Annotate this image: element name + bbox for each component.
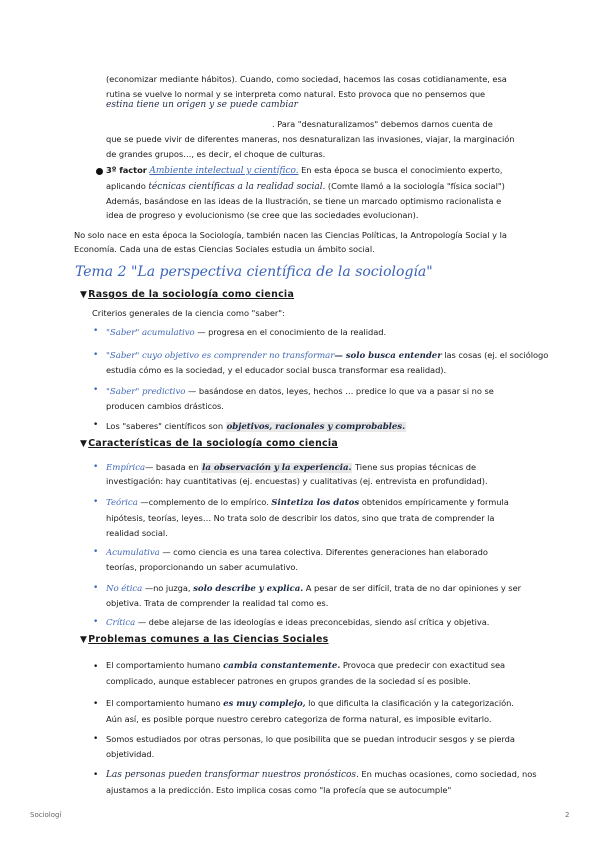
bullet-icon: • <box>93 583 99 593</box>
tema-2-title: Tema 2 "La perspectiva científica de la sociología" <box>75 264 433 280</box>
rasgos-b3-title: "Saber" predictivo <box>106 387 186 397</box>
intro-line-2: rutina se vuelve lo normal y se interpreta como natural. Esto provoca que no pensemos que <box>106 89 486 99</box>
car-c3 <box>106 545 488 561</box>
prob-p1-line-2: complicado, aunque establecer patrones en grupos grandes de la sociedad sí es posible. <box>106 676 471 686</box>
rasgos-b4-hand: objetivos, racionales y comprobables. <box>226 422 406 432</box>
prob-p2 <box>106 696 514 712</box>
factor3-label: 3º factor <box>106 165 147 175</box>
bullet-icon: • <box>93 547 99 557</box>
factor3-line-2 <box>106 179 505 195</box>
caracteristicas-heading-text: Características de la sociología como ciencia <box>88 438 339 449</box>
prob-p3-line-1: Somos estudiados por otras personas, lo que posibilita que se puedan introducir sesgos y se pierda <box>106 734 515 744</box>
intro-line-1: (economizar mediante hábitos). Cuando, como sociedad, hacemos las cosas cotidianamente, esa <box>106 74 507 84</box>
bullet-icon: • <box>93 326 99 336</box>
car-c3-a: — como ciencia es una tarea colectiva. Diferentes generaciones han elaborado <box>159 547 488 557</box>
factor3-line-4: idea de progreso y evolucionismo (se cree que las sociedades evolucionan). <box>106 210 419 220</box>
rasgos-b1-text: — progresa en el conocimiento de la realidad. <box>194 327 387 337</box>
prob-p3-line-2: objetividad. <box>106 749 155 759</box>
car-c2-title: Teórica <box>106 498 138 508</box>
caracteristicas-heading[interactable] <box>80 438 338 449</box>
car-c1-line-2: investigación: hay cuantitativas (ej. encuestas) y cualitativas (ej. entrevista en profundidad). <box>106 476 488 486</box>
rasgos-heading[interactable] <box>80 289 294 300</box>
prob-p4-line-2: ajustamos a la predicción. Esto implica cosas como "la profecía que se autocumple" <box>106 785 452 795</box>
car-c2-b: obtenidos empíricamente y formula <box>359 497 509 507</box>
page-number: 2 <box>565 811 570 819</box>
prob-p1-a: El comportamiento humano <box>106 660 224 670</box>
collapse-triangle-icon[interactable]: ▼ <box>80 290 88 300</box>
bullet-icon: • <box>93 497 99 507</box>
nacen-line-2: Economía. Cada una de estas Ciencias Sociales estudia un ámbito social. <box>74 244 375 254</box>
car-c4 <box>106 581 521 597</box>
car-c4-line-2: objetiva. Trata de comprender la realidad tal como es. <box>106 598 329 608</box>
car-c2-line-3: realidad social. <box>106 528 168 538</box>
rasgos-bullet-3 <box>106 384 494 400</box>
rasgos-bullet-4 <box>106 419 406 435</box>
rasgos-b3-text: — basándose en datos, leyes, hechos … predice lo que va a pasar si no se <box>185 386 494 396</box>
rasgos-bullet-1 <box>106 325 386 341</box>
bullet-icon: • <box>93 350 99 360</box>
car-c5-title: Crítica <box>106 618 136 628</box>
prob-p4-hand: Las personas pueden transformar nuestros pronósticos. <box>106 770 359 780</box>
factor3-text-2b: (Comte llamó a la sociología "física social") <box>325 181 505 191</box>
intro-line-5: de grandes grupos…, es decir, el choque de culturas. <box>106 149 326 159</box>
factor3-line-3: Además, basándose en las ideas de la Ilustración, se tiene un marcado optimismo racionalista e <box>106 196 502 206</box>
car-c4-b: A pesar de ser difícil, trata de no dar opiniones y ser <box>303 583 521 593</box>
car-c4-title: No ética <box>106 584 143 594</box>
prob-p4 <box>106 767 537 783</box>
car-c5 <box>106 615 489 631</box>
factor3-text-1: En esta época se busca el conocimiento experto, <box>298 165 503 175</box>
bullet-icon: • <box>93 770 99 780</box>
footer-left: Sociologí <box>30 811 62 819</box>
car-c1-title: Empírica <box>106 463 146 473</box>
bullet-icon: • <box>93 662 99 672</box>
intro-handwritten: estina tiene un origen y se puede cambiar <box>106 100 298 110</box>
bullet-icon: • <box>93 734 99 744</box>
rasgos-b3-line-2: producen cambios drásticos. <box>106 401 224 411</box>
car-c3-line-2: teorías, proporcionando un saber acumulativo. <box>106 562 298 572</box>
car-c1-b: Tiene sus propias técnicas de <box>352 462 477 472</box>
car-c2 <box>106 495 509 511</box>
problemas-heading[interactable] <box>80 634 329 645</box>
rasgos-b2-hand: — solo busca entender <box>334 351 442 361</box>
car-c2-hand: Sintetiza los datos <box>271 498 360 508</box>
rasgos-b2-text: las cosas (ej. el sociólogo <box>441 350 549 360</box>
intro-line-4: que se puede vivir de diferentes maneras, nos desnaturalizan las invasiones, viajar, la marginación <box>106 134 515 144</box>
rasgos-heading-text: Rasgos de la sociología como ciencia <box>88 289 295 300</box>
prob-p1 <box>106 658 505 674</box>
problemas-heading-text: Problemas comunes a las Ciencias Sociales <box>88 634 329 645</box>
car-c2-a: —complemento de lo empírico. <box>137 497 272 507</box>
rasgos-b4-text: Los "saberes" científicos son <box>106 421 226 431</box>
car-c1-a: — basada en <box>145 462 202 472</box>
bullet-icon: • <box>93 617 99 627</box>
bullet-icon: • <box>93 462 99 472</box>
car-c2-line-2: hipótesis, teorías, leyes… No trata solo de describir los datos, sino que trata de comprender la <box>106 513 495 523</box>
rasgos-bullet-2 <box>106 348 548 364</box>
prob-p2-hand: es muy complejo, <box>223 699 306 709</box>
factor3-handwritten-2: técnicas científicas a la realidad social. <box>148 182 326 192</box>
rasgos-intro: Criterios generales de la ciencia como "saber": <box>92 308 285 318</box>
factor3-handwritten-1: Ambiente intelectual y científico. <box>149 166 299 176</box>
intro-line-3: . Para "desnaturalizamos" debemos darnos cuenta de <box>272 119 493 129</box>
collapse-triangle-icon[interactable]: ▼ <box>80 439 88 449</box>
bullet-icon: • <box>93 699 99 709</box>
rasgos-b1-title: "Saber" acumulativo <box>106 328 195 338</box>
prob-p4-b: En muchas ocasiones, como sociedad, nos <box>358 769 537 779</box>
factor3-line-1 <box>106 163 502 179</box>
rasgos-b2-line-2: estudia cómo es la sociedad, y el educador social busca transformar esa realidad). <box>106 365 447 375</box>
bullet-icon: • <box>93 385 99 395</box>
factor-bullet <box>96 168 103 175</box>
car-c5-a: — debe alejarse de las ideologías e ideas preconcebidas, siendo así crítica y objetiva. <box>135 617 490 627</box>
rasgos-b2-title: "Saber" cuyo objetivo es comprender no transformar <box>106 351 335 361</box>
collapse-triangle-icon[interactable]: ▼ <box>80 635 88 645</box>
nacen-line-1: No solo nace en esta época la Sociología, también nacen las Ciencias Políticas, la Antropología Social y la <box>74 230 507 240</box>
bullet-icon: • <box>93 420 99 430</box>
car-c4-a: —no juzga, <box>142 583 194 593</box>
car-c3-title: Acumulativa <box>106 548 160 558</box>
car-c1-hand: la observación y la experiencia. <box>202 463 352 473</box>
prob-p2-b: lo que dificulta la clasificación y la categorización. <box>305 698 514 708</box>
prob-p2-a: El comportamiento humano <box>106 698 224 708</box>
prob-p1-b: Provoca que predecir con exactitud sea <box>340 660 506 670</box>
factor3-text-2a: aplicando <box>106 181 149 191</box>
prob-p2-line-2: Aún así, es posible porque nuestro cerebro categoriza de forma natural, es imposible evitarlo. <box>106 714 492 724</box>
car-c4-hand: solo describe y explica. <box>193 584 304 594</box>
prob-p1-hand: cambia constantemente. <box>223 661 341 671</box>
